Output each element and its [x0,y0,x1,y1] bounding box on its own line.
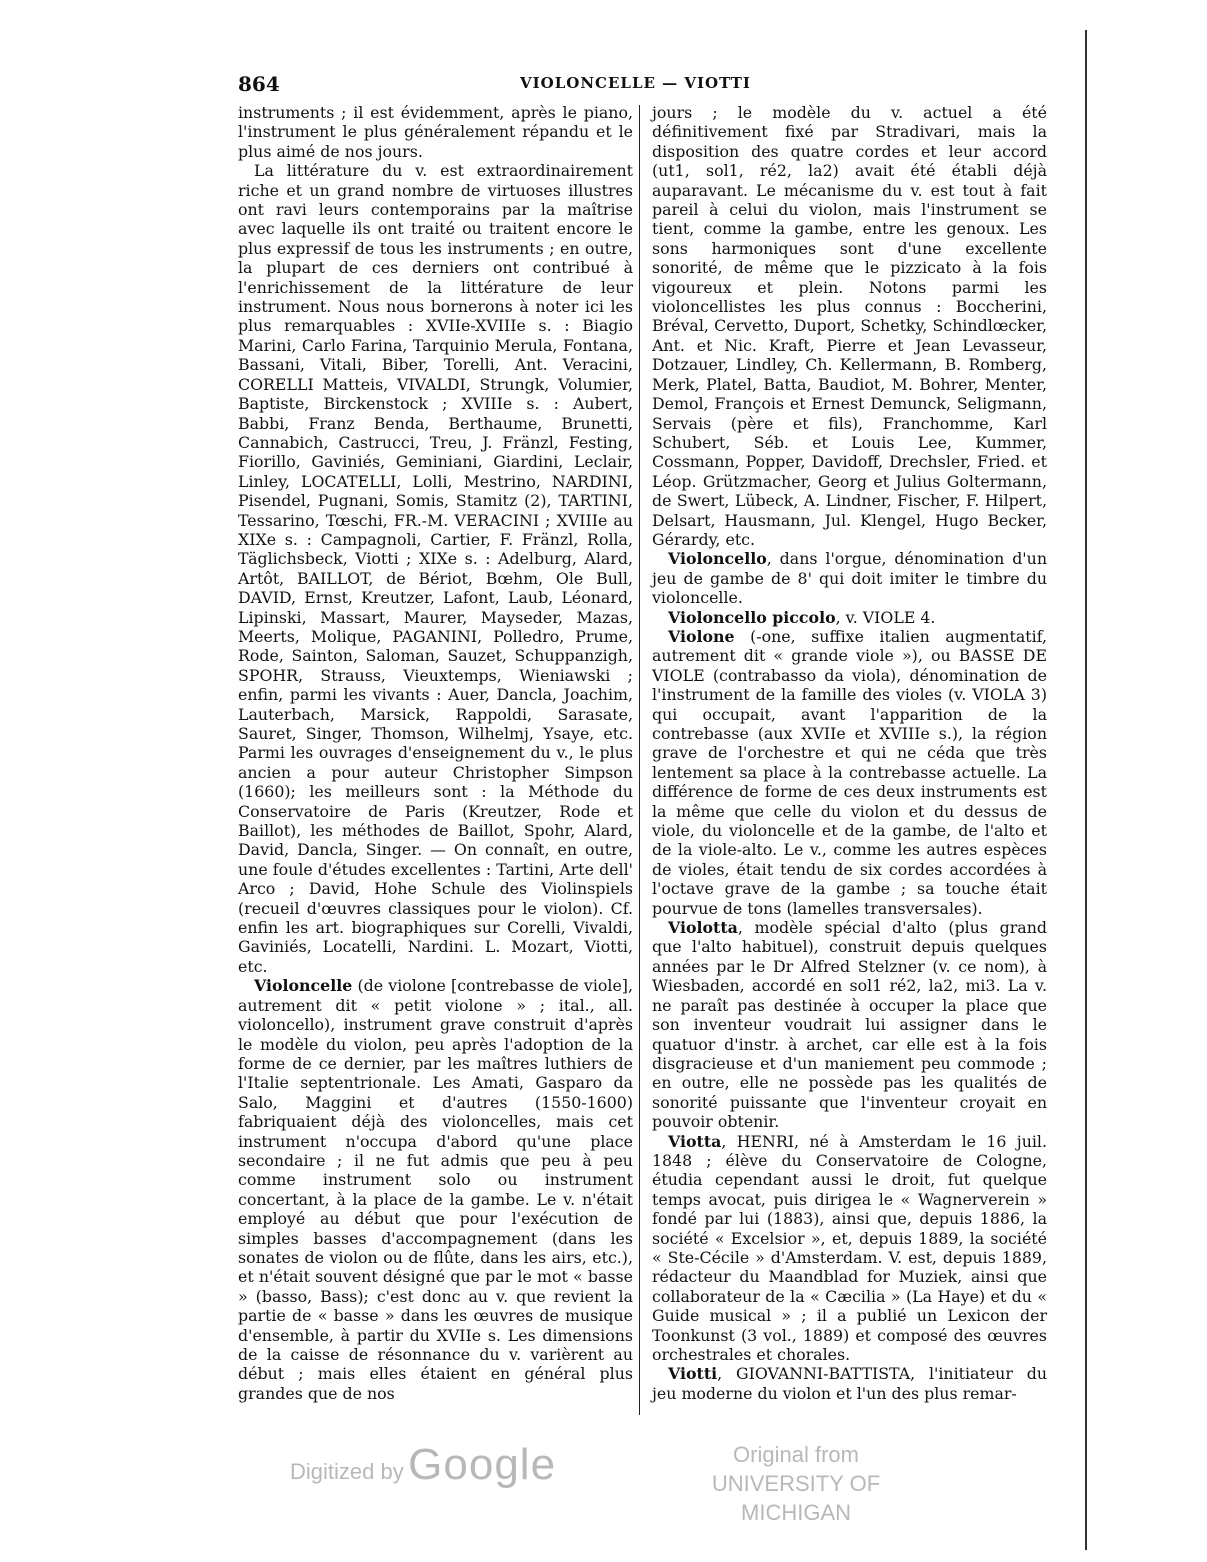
entry-headword: Violotta [668,918,738,938]
page-number: 864 [238,72,280,96]
paragraph-text: , GIOVANNI-BATTISTA, l'initiateur du jeu moderne du violon et l'un des plus remar- [652,1364,1047,1403]
paragraph-text: La littérature du v. est extraordinairement riche et un grand nombre de virtuoses illustres ont ravi leurs contemporains par la maîtrise avec laquelle ils ont traité ou traitent encore le plus expressif de tous les instruments ; en outre, la plupart de ces derniers ont contribué à l'enrichissement de la littérature de leur instrument. Nous nous bornerons à noter ici les plus remarquables : XVIIe-XVIIIe s. : Biagio Marini, Carlo Farina, Tarquinio Merula, Fontana, Bassani, Vitali, Biber, Torelli, Ant. Veracini, CORELLI Matteis, VIVALDI, Strungk, Volumier, Baptiste, Birckenstock ; XVIIIe s. : Aubert, Babbi, Franz Benda, Berthaume, Brunetti, Cannabich, Castrucci, Treu, J. Fränzl, Festing, Fiorillo, Gaviniés, Geminiani, Giardini, Leclair, Linley, LOCATELLI, Lolli, Mestrino, NARDINI, Pisendel, Pugnani, Somis, Stamitz (2), TARTINI, Tessarino, Tœschi, FR.-M. VERACINI ; XVIIIe au XIXe s. : Campagnoli, Cartier, F. Fränzl, Rolla, Täglichsbeck, Viotti ; XIXe s. : Adelburg, Alard, Artôt, BAILLOT, de Bériot, Bœhm, Ole Bull, DAVID, Ernst, Kreutzer, Lafont, Laub, Léonard, Lipinski, Massart, Maurer, Mayseder, Mazas, Meerts, Molique, PAGANINI, Polledro, Prume, Rode, Sainton, Saloman, Sauzet, Schuppanzigh, SPOHR, Strauss, Vieuxtemps, Wieniawski ; enfin, parmi les vivants : Auer, Dancla, Joachim, Lauterbach, Marsick, Rappoldi, Sarasate, Sauret, Singer, Thomson, Wilhelmj, Ysaye, etc. Parmi les ouvrages d'enseignement du v., le plus ancien a pour auteur Christopher Simpson (1660); les meilleurs sont : la Méthode du Conservatoire de Paris (Kreutzer, Rode et Baillot), les méthodes de Baillot, Spohr, Alard, David, Dancla, Singer. — On connaît, en outre, une foule d'études excellentes : Tartini, Arte dell' Arco ; David, Hohe Schule des Violinspiels (recueil d'œuvres classiques pour le violon). Cf. enfin les art. biographiques sur Corelli, Vivaldi, Gaviniés, Locatelli, Nardini. L. Mozart, Viotti, etc. [238,161,633,976]
original-from-line: Original from [733,1442,859,1467]
running-title: VIOLONCELLE — VIOTTI [520,74,751,92]
paragraph-text: jours ; le modèle du v. actuel a été définitivement fixé par Stradivari, mais la disposition des quatre cordes et leur accord (ut1, sol1, ré2, la2) avait été établi déjà auparavant. Le mécanisme du v. est tout à fait pareil à celui du violon, mais l'instrument se tient, comme la gambe, entre les genoux. Les sons harmoniques sont d'une excellente sonorité, de même que le pizzicato à la fois vigoureux et plein. Notons parmi les violoncellistes les plus connus : Boccherini, Bréval, Cervetto, Duport, Schetky, Schindlœcker, Ant. et Nic. Kraft, Pierre et Jean Levasseur, Dotzauer, Lindley, Ch. Kellermann, B. Romberg, Merk, Platel, Batta, Baudiot, M. Bohrer, Menter, Demol, François et Ernest Demunck, Seligmann, Servais (père et fils), Franchomme, Karl Schubert, Séb. et Louis Lee, Kummer, Cossmann, Popper, Davidoff, Drechsler, Fried. et Léop. Grützmacher, Georg et Julius Goltermann, de Swert, Lübeck, A. Lindner, Fischer, F. Hilpert, Delsart, Hausmann, Jul. Klengel, Hugo Becker, Gérardy, etc. [652,103,1047,549]
google-brand: Google [408,1440,557,1489]
paragraph-text: , HENRI, né à Amsterdam le 16 juil. 1848 ; élève du Conservatoire de Cologne, étudia cependant aussi le droit, fut quelque temps avocat, puis dirigea le « Wagnerverein » fondé par lui (1883), ainsi que, depuis 1886, la société « Excelsior », et, depuis 1889, la société « Ste-Cécile » d'Amsterdam. V. est, depuis 1889, rédacteur du Maandblad for Muziek, ainsi que collaborateur de la « Cæcilia » (La Haye) et du « Guide musical » ; il a publié un Lexicon der Toonkunst (3 vol., 1889) et composé des œuvres orchestrales et chorales. [652,1131,1047,1364]
paragraph [238,161,633,976]
paragraph [652,103,1047,549]
entry-headword: Violoncello [668,549,767,569]
paragraph-text: , v. VIOLE 4. [835,607,936,627]
university-line: UNIVERSITY OF MICHIGAN [711,1471,881,1525]
page-edge [1085,30,1087,1550]
paragraph [238,976,633,1403]
digitized-prefix: Digitized by [290,1459,404,1484]
entry-headword: Violoncello piccolo [668,607,836,627]
entry-headword: Viotta [668,1131,722,1151]
paragraph [652,608,1047,627]
paragraph-text: (de violone [contrebasse de viole], autrement dit « petit violone » ; ital., all. violoncello), instrument grave construit d'après le modèle du violon, peu après l'adoption de la forme de ce dernier, par les maîtres luthiers de l'Italie septentrionale. Les Amati, Gasparo da Salo, Maggini et d'autres (1550-1600) fabriquaient déjà des violoncelles, mais cet instrument n'occupa d'abord qu'une place secondaire ; il ne fut admis que peu à peu comme instrument solo ou instrument concertant, à la place de la gambe. Le v. n'était employé au début que pour l'exécution de simples basses d'accompagnement (dans les sonates de violon ou de flûte, dans les airs, etc.), et n'était souvent désigné que par le mot « basse » (basso, Bass); c'est donc au v. que revient la partie de « basse » dans les œuvres de musique d'ensemble, à partir du XVIIe s. Les dimensions de la caisse de résonnance du v. varièrent au début ; mais elles étaient en général plus grandes que de nos [238,976,633,1403]
original-from-watermark [666,1440,926,1527]
paragraph-text: , dans l'orgue, dénomination d'un jeu de gambe de 8' qui doit imiter le timbre du violoncelle. [652,549,1047,608]
paragraph [652,549,1047,607]
paragraph-text: instruments ; il est évidemment, après le piano, l'instrument le plus généralement répandu et le plus aimé de nos jours. [238,103,633,161]
column-divider [639,105,640,1415]
paragraph [652,1364,1047,1403]
left-column [238,103,633,1403]
paragraph [652,918,1047,1131]
paragraph [652,1132,1047,1365]
entry-headword: Viotti [668,1364,718,1384]
paragraph [652,627,1047,918]
paragraph [238,103,633,161]
entry-headword: Violone [668,626,735,646]
right-column [652,103,1047,1403]
entry-headword: Violoncelle [254,976,353,996]
paragraph-text: (-one, suffixe italien augmentatif, autrement dit « grande viole »), ou BASSE DE VIOLE (contrabasso da viola), dénomination de l'instrument de la famille des violes (v. VIOLA 3) qui occupait, avant l'apparition de la contrebasse (aux XVIIe et XVIIIe s.), la région grave de l'orchestre et qui ne céda que très lentement sa place à la contrebasse actuelle. La différence de forme de ces deux instruments est la même que celle du violon et du dessus de viole, du violoncelle et de la gambe, de l'alto et de la viole-alto. Le v., comme les autres espèces de violes, était tendu de six cordes accordées à l'octave grave de la gambe ; sa touche était pourvue de tons (lamelles transversales). [652,626,1047,918]
paragraph-text: , modèle spécial d'alto (plus grand que l'alto habituel), construit depuis quelques années par le Dr Alfred Stelzner (v. ce nom), à Wiesbaden, accordé en sol1 ré2, la2, mi3. La v. ne paraît pas destinée à occuper la place que son inventeur voudrait lui assigner dans le quatuor d'instr. à archet, car elle est à la fois disgracieuse et d'un maniement peu commode ; en outre, elle ne possède pas les qualités de sonorité puissante que l'inventeur croyait en pouvoir obtenir. [652,918,1047,1132]
digitized-by-watermark [290,1440,556,1490]
